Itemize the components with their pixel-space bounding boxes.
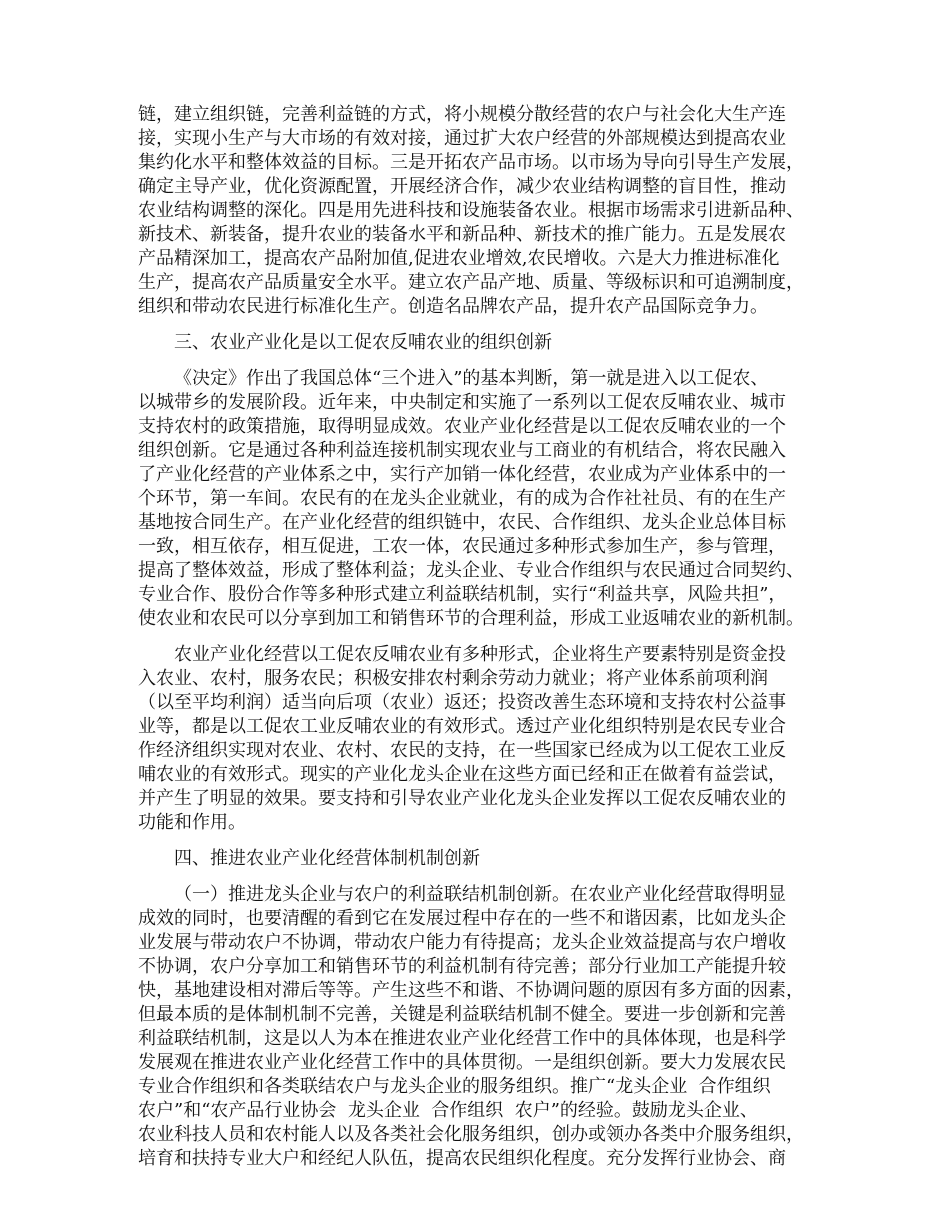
para3-line: 农业产业化经营以工促农反哺农业有多种形式，企业将生产要素特别是资金投	[174, 644, 786, 665]
para1-line: 集约化水平和整体效益的目标。三是开拓农产品市场。以市场为导向引导生产发展，	[138, 152, 804, 173]
para1-line: 确定主导产业，优化资源配置，开展经济合作，减少农业结构调整的盲目性，推动	[138, 176, 786, 197]
para3-line: （以至平均利润）适当向后项（农业）返还；投资改善生态环境和支持农村公益事	[138, 692, 786, 713]
para3-line: 业等，都是以工促农工业反哺农业的有效形式。透过产业化组织特别是农民专业合	[138, 716, 786, 737]
para1-line: 接，实现小生产与大市场的有效对接，通过扩大农户经营的外部规模达到提高农业	[138, 128, 786, 149]
para2-line: 《决定》作出了我国总体“三个进入”的基本判断，第一就是进入以工促农、	[174, 368, 769, 389]
para4-line: 发展观在推进农业产业化经营工作中的具体贯彻。一是组织创新。要大力发展农民	[138, 1052, 786, 1073]
para1-line: 链，建立组织链，完善利益链的方式，将小规模分散经营的农户与社会化大生产连	[138, 104, 786, 125]
para4-line: 利益联结机制，这是以人为本在推进农业产业化经营工作中的具体体现，也是科学	[138, 1028, 786, 1049]
para1-line: 组织和带动农民进行标准化生产。创造名品牌农产品，提升农产品国际竞争力。	[138, 296, 768, 317]
para4-line: 农户”和“农产品行业协会 龙头企业 合作组织 农户”的经验。鼓励龙头企业、	[138, 1100, 758, 1121]
para3-line: 并产生了明显的效果。要支持和引导农业产业化龙头企业发挥以工促农反哺农业的	[138, 788, 786, 809]
para2-line: 支持农村的政策措施，取得明显成效。农业产业化经营是以工促农反哺农业的一个	[138, 416, 786, 437]
para1-line: 产品精深加工，提高农产品附加值,促进农业增效,农民增收。六是大力推进标准化	[138, 248, 780, 269]
para3-line: 功能和作用。	[138, 812, 246, 833]
para4-line: 不协调，农户分享加工和销售环节的利益机制有待完善；部分行业加工产能提升较	[138, 956, 786, 977]
section-heading-4: 四、推进农业产业化经营体制机制创新	[174, 848, 480, 869]
para4-line: 培育和扶持专业大户和经纪人队伍，提高农民组织化程度。充分发挥行业协会、商	[138, 1148, 786, 1169]
para2-line: 专业合作、股份合作等多种形式建立利益联结机制，实行“利益共享，风险共担”，	[138, 584, 787, 605]
para2-line: 一致，相互依存，相互促进，工农一体，农民通过多种形式参加生产，参与管理，	[138, 536, 786, 557]
para2-line: 使农业和农民可以分享到加工和销售环节的合理利益，形成工业返哺农业的新机制。	[138, 608, 804, 629]
para2-line: 提高了整体效益，形成了整体利益；龙头企业、专业合作组织与农民通过合同契约、	[138, 560, 804, 581]
para2-line: 个环节，第一车间。农民有的在龙头企业就业，有的成为合作社社员、有的在生产	[138, 488, 786, 509]
para1-line: 农业结构调整的深化。四是用先进科技和设施装备农业。根据市场需求引进新品种、	[138, 200, 804, 221]
para4-line: 业发展与带动农户不协调，带动农户能力有待提高；龙头企业效益提高与农户增收	[138, 932, 786, 953]
para1-line: 生产，提高农产品质量安全水平。建立农产品产地、质量、等级标识和可追溯制度，	[138, 272, 804, 293]
para4-line: 但最本质的是体制机制不完善，关键是利益联结机制不健全。要进一步创新和完善	[138, 1004, 786, 1025]
para2-line: 以城带乡的发展阶段。近年来，中央制定和实施了一系列以工促农反哺农业、城市	[138, 392, 786, 413]
para2-line: 了产业化经营的产业体系之中，实行产加销一体化经营，农业成为产业体系中的一	[138, 464, 786, 485]
para3-line: 哺农业的有效形式。现实的产业化龙头企业在这些方面已经和正在做着有益尝试，	[138, 764, 786, 785]
para2-line: 组织创新。它是通过各种利益连接机制实现农业与工商业的有机结合，将农民融入	[138, 440, 786, 461]
para3-line: 入农业、农村，服务农民；积极安排农村剩余劳动力就业；将产业体系前项利润	[138, 668, 768, 689]
para4-line: 农业科技人员和农村能人以及各类社会化服务组织，创办或领办各类中介服务组织，	[138, 1124, 804, 1145]
para4-line: 专业合作组织和各类联结农户与龙头企业的服务组织。推广“龙头企业 合作组织	[138, 1076, 771, 1097]
para4-line: （一）推进龙头企业与农户的利益联结机制创新。在农业产业化经营取得明显	[174, 884, 786, 905]
para4-line: 成效的同时，也要清醒的看到它在发展过程中存在的一些不和谐因素，比如龙头企	[138, 908, 786, 929]
para2-line: 基地按合同生产。在产业化经营的组织链中，农民、合作组织、龙头企业总体目标	[138, 512, 786, 533]
para1-line: 新技术、新装备，提升农业的装备水平和新品种、新技术的推广能力。五是发展农	[138, 224, 786, 245]
para4-line: 快，基地建设相对滞后等等。产生这些不和谐、不协调问题的原因有多方面的因素，	[138, 980, 804, 1001]
para3-line: 作经济组织实现对农业、农村、农民的支持，在一些国家已经成为以工促农工业反	[138, 740, 786, 761]
section-heading-3: 三、农业产业化是以工促农反哺农业的组织创新	[174, 332, 552, 353]
